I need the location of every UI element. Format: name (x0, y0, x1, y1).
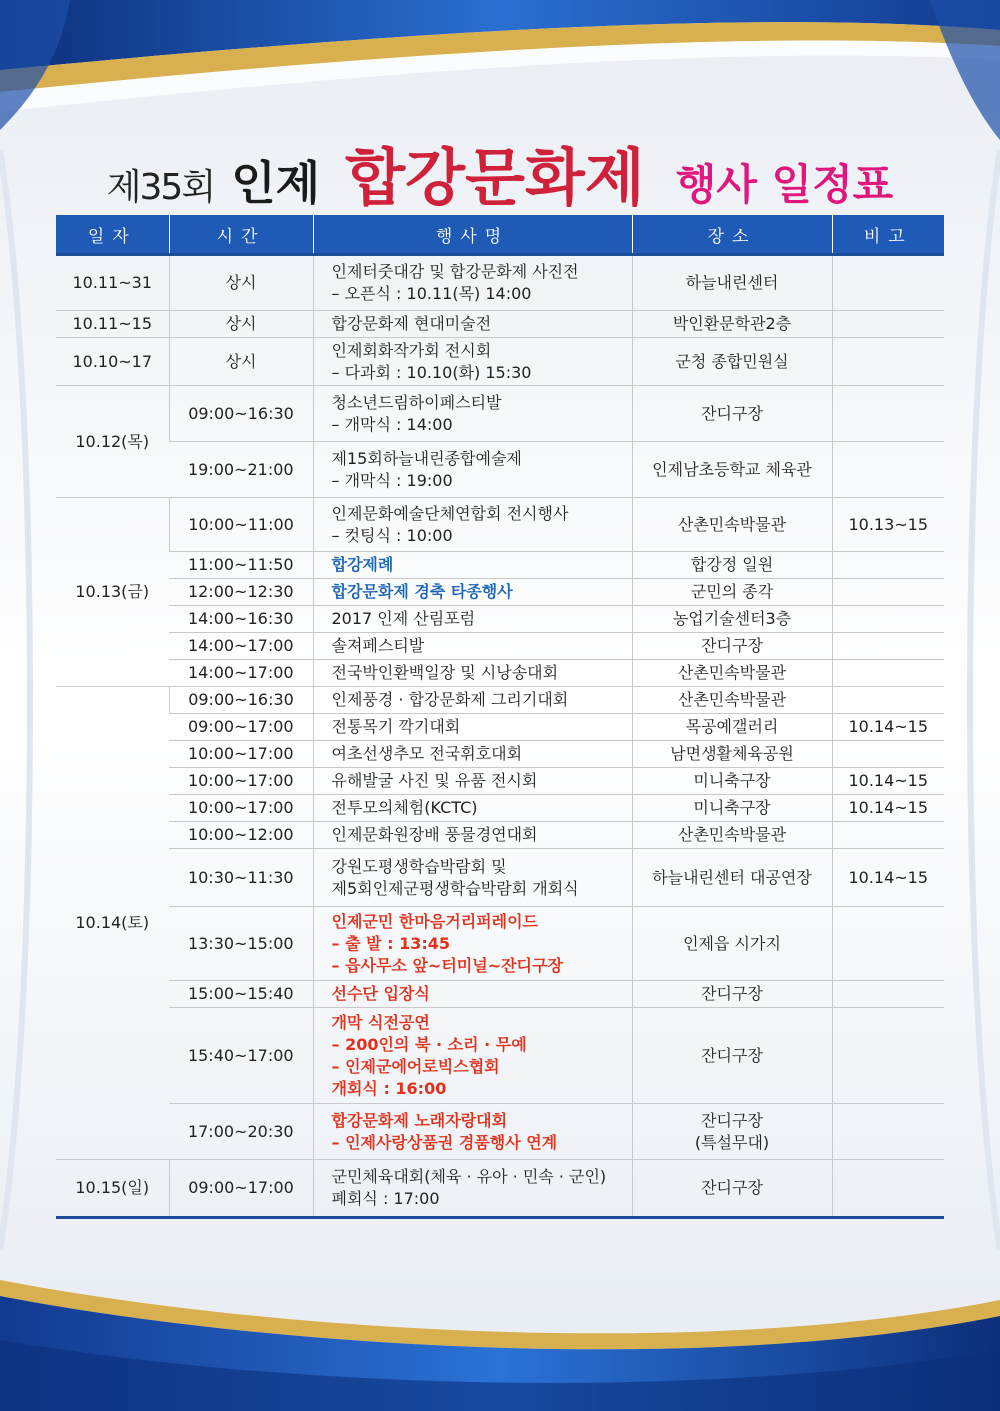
event-name-line: 합강제례 (331, 555, 394, 574)
event-name-line: 인제문화예술단체연합회 전시행사 (331, 503, 569, 523)
table-row (56, 442, 944, 498)
note-cell: 10.14~15 (832, 714, 944, 741)
event-name-line: 합강문화제 노래자랑대회 (331, 1110, 508, 1130)
table-row (56, 633, 944, 660)
table-row (56, 255, 944, 311)
header-date: 일자 (56, 215, 169, 255)
note-cell (832, 442, 944, 498)
table-row (56, 849, 944, 907)
table-row (56, 311, 944, 338)
note-cell (832, 311, 944, 338)
header-note: 비고 (832, 215, 944, 255)
table-row (56, 741, 944, 768)
place-cell (632, 660, 832, 687)
event-name-cell (313, 795, 632, 822)
place-cell (632, 687, 832, 714)
note-cell (832, 1008, 944, 1104)
table-row (56, 386, 944, 442)
event-name-cell (313, 552, 632, 579)
event-name-cell (313, 338, 632, 386)
note-cell (832, 386, 944, 442)
event-name-cell (313, 579, 632, 606)
place-line: 산촌민속박물관 (677, 690, 787, 709)
time-cell: 14:00~16:30 (169, 606, 313, 633)
event-name-line: 전국박인환백일장 및 시낭송대회 (331, 663, 559, 682)
note-cell (832, 907, 944, 981)
table-row (56, 795, 944, 822)
place-line: 남면생활체육공원 (670, 744, 794, 763)
table-row (56, 768, 944, 795)
event-name-line: 합강문화제 경축 타종행사 (331, 582, 513, 601)
event-name-line: 개막 식전공연 (331, 1012, 430, 1032)
place-line: 군민의 종각 (690, 582, 774, 601)
note-cell (832, 255, 944, 311)
event-name-line: – 읍사무소 앞~터미널~잔디구장 (331, 955, 563, 975)
date-cell: 10.11~15 (56, 311, 169, 338)
table-row (56, 687, 944, 714)
place-cell (632, 795, 832, 822)
place-line: 박인환문학관2층 (672, 314, 792, 333)
header-place: 장소 (632, 215, 832, 255)
place-line: 산촌민속박물관 (677, 663, 787, 682)
place-line: 목공예갤러리 (685, 717, 779, 736)
time-cell: 14:00~17:00 (169, 633, 313, 660)
table-row (56, 1008, 944, 1104)
event-name-line: 강원도평생학습박람회 및 (331, 856, 507, 876)
place-cell (632, 442, 832, 498)
time-cell: 11:00~11:50 (169, 552, 313, 579)
header-event: 행사명 (313, 215, 632, 255)
event-name-line: 제5회인제군평생학습박람회 개회식 (331, 878, 579, 898)
time-cell: 09:00~16:30 (169, 386, 313, 442)
event-name-line: 청소년드림하이페스티발 (331, 392, 502, 412)
place-cell (632, 714, 832, 741)
event-name-cell (313, 386, 632, 442)
time-cell: 17:00~20:30 (169, 1104, 313, 1160)
time-cell: 09:00~16:30 (169, 687, 313, 714)
note-cell (832, 981, 944, 1008)
event-name-cell (313, 311, 632, 338)
note-cell (832, 579, 944, 606)
event-name-line: 폐회식 : 17:00 (331, 1189, 440, 1208)
event-name-line: 합강문화제 현대미술전 (331, 314, 492, 333)
table-row (56, 1104, 944, 1160)
event-name-line: 2017 인제 산림포럼 (331, 609, 476, 628)
header-time: 시간 (169, 215, 313, 255)
note-cell (832, 660, 944, 687)
note-cell (832, 552, 944, 579)
time-cell: 09:00~17:00 (169, 1160, 313, 1218)
event-name-cell (313, 606, 632, 633)
place-cell (632, 822, 832, 849)
event-name-cell (313, 442, 632, 498)
event-name-line: – 개막식 : 19:00 (331, 470, 453, 490)
event-name-line: 인제풍경 · 합강문화제 그리기대회 (331, 690, 569, 709)
time-cell: 15:00~15:40 (169, 981, 313, 1008)
table-row (56, 606, 944, 633)
place-cell (632, 386, 832, 442)
edition-number: 제35회 (106, 167, 215, 208)
place-cell (632, 311, 832, 338)
table-row (56, 981, 944, 1008)
place-line: 합강정 일원 (690, 555, 774, 574)
note-cell (832, 741, 944, 768)
event-name-line: – 다과회 : 10.10(화) 15:30 (331, 362, 532, 382)
place-line: (특설무대) (694, 1132, 770, 1152)
time-cell: 12:00~12:30 (169, 579, 313, 606)
event-name-cell (313, 1104, 632, 1160)
place-cell (632, 338, 832, 386)
title-subtitle: 행사 일정표 (675, 160, 894, 209)
place-line: 잔디구장 (701, 1178, 763, 1197)
event-name-cell (313, 660, 632, 687)
event-name-line: 인제회화작가회 전시회 (331, 340, 492, 360)
event-name-cell (313, 1008, 632, 1104)
table-row (56, 498, 944, 552)
note-cell (832, 633, 944, 660)
page-title (0, 128, 1000, 217)
table-header-row (56, 215, 944, 255)
event-name-line: 인제문화원장배 풍물경연대회 (331, 825, 538, 844)
place-cell (632, 768, 832, 795)
table-row (56, 822, 944, 849)
place-line: 잔디구장 (701, 403, 763, 423)
time-cell: 상시 (169, 311, 313, 338)
place-line: 잔디구장 (701, 1045, 763, 1065)
table-row (56, 338, 944, 386)
note-cell (832, 1104, 944, 1160)
event-name-line: 군민체육대회(체육 · 유아 · 민속 · 군인) (331, 1167, 607, 1186)
place-cell (632, 255, 832, 311)
place-cell (632, 981, 832, 1008)
date-cell: 10.14(토) (56, 687, 169, 1160)
table-row (56, 552, 944, 579)
time-cell: 상시 (169, 338, 313, 386)
note-cell: 10.13~15 (832, 498, 944, 552)
event-name-line: 솔져페스티발 (331, 636, 425, 655)
event-name-line: – 200인의 북 · 소리 · 무예 (331, 1034, 527, 1054)
event-name-line: – 개막식 : 14:00 (331, 414, 453, 434)
place-line: 미니축구장 (693, 771, 771, 790)
table-row (56, 660, 944, 687)
place-cell (632, 907, 832, 981)
time-cell: 10:30~11:30 (169, 849, 313, 907)
event-name-cell (313, 255, 632, 311)
place-line: 하늘내린센터 (685, 273, 779, 292)
event-name-line: – 오픈식 : 10.11(목) 14:00 (331, 284, 532, 303)
event-name-cell (313, 741, 632, 768)
time-cell: 10:00~17:00 (169, 795, 313, 822)
place-cell (632, 498, 832, 552)
place-line: 인제남초등학교 체육관 (652, 459, 812, 479)
place-cell (632, 1008, 832, 1104)
event-name-line: – 인제군에어로빅스협회 (331, 1056, 500, 1076)
note-cell: 10.14~15 (832, 795, 944, 822)
place-line: 미니축구장 (693, 798, 771, 817)
note-cell (832, 338, 944, 386)
festival-name: 합강문화제 (345, 141, 645, 214)
note-cell (832, 606, 944, 633)
note-cell: 10.14~15 (832, 768, 944, 795)
event-name-line: 인제터줏대감 및 합강문화제 사진전 (331, 262, 579, 281)
table-row (56, 907, 944, 981)
table-row (56, 1160, 944, 1218)
event-name-cell (313, 714, 632, 741)
place-cell (632, 1104, 832, 1160)
event-name-line: – 출 발 : 13:45 (331, 933, 451, 953)
time-cell: 상시 (169, 255, 313, 311)
place-line: 하늘내린센터 대공연장 (652, 867, 812, 887)
event-name-line: 인제군민 한마음거리퍼레이드 (331, 911, 538, 931)
date-cell: 10.11~31 (56, 255, 169, 311)
event-name-line: 제15회하늘내린종합예술제 (331, 448, 522, 468)
time-cell: 19:00~21:00 (169, 442, 313, 498)
time-cell: 10:00~17:00 (169, 741, 313, 768)
event-name-line: 유해발굴 사진 및 유품 전시회 (331, 771, 538, 790)
place-cell (632, 633, 832, 660)
place-line: 농업기술센터3층 (672, 609, 792, 628)
place-line: 산촌민속박물관 (677, 514, 787, 534)
time-cell: 10:00~17:00 (169, 768, 313, 795)
event-name-line: – 컷팅식 : 10:00 (331, 525, 453, 545)
place-cell (632, 552, 832, 579)
event-name-cell (313, 981, 632, 1008)
event-name-cell (313, 498, 632, 552)
event-name-cell (313, 907, 632, 981)
event-name-cell (313, 1160, 632, 1218)
table-row (56, 579, 944, 606)
date-cell: 10.10~17 (56, 338, 169, 386)
place-cell (632, 1160, 832, 1218)
event-name-cell (313, 768, 632, 795)
place-cell (632, 849, 832, 907)
place-cell (632, 579, 832, 606)
event-name-line: 전투모의체험(KCTC) (331, 798, 478, 817)
place-line: 잔디구장 (701, 1110, 763, 1130)
note-cell (832, 687, 944, 714)
time-cell: 15:40~17:00 (169, 1008, 313, 1104)
table-row (56, 714, 944, 741)
place-line: 잔디구장 (701, 636, 763, 655)
note-cell (832, 822, 944, 849)
schedule-table (56, 215, 944, 1219)
location-name: 인제 (231, 156, 321, 210)
time-cell: 14:00~17:00 (169, 660, 313, 687)
place-line: 군청 종합민원실 (675, 351, 789, 371)
event-name-line: 개회식 : 16:00 (331, 1078, 447, 1098)
note-cell: 10.14~15 (832, 849, 944, 907)
event-name-line: 전통목기 깍기대회 (331, 717, 461, 736)
time-cell: 09:00~17:00 (169, 714, 313, 741)
date-cell: 10.15(일) (56, 1160, 169, 1218)
note-cell (832, 1160, 944, 1218)
event-name-cell (313, 633, 632, 660)
date-cell: 10.12(목) (56, 386, 169, 498)
event-name-cell (313, 849, 632, 907)
event-name-line: – 인제사랑상품권 경품행사 연계 (331, 1132, 558, 1152)
schedule-body (56, 255, 944, 1218)
place-line: 산촌민속박물관 (677, 825, 787, 844)
time-cell: 10:00~12:00 (169, 822, 313, 849)
place-cell (632, 741, 832, 768)
date-cell: 10.13(금) (56, 498, 169, 687)
place-line: 잔디구장 (701, 984, 763, 1003)
event-name-line: 여초선생추모 전국휘호대회 (331, 744, 523, 763)
event-name-line: 선수단 입장식 (331, 984, 430, 1003)
place-line: 인제읍 시가지 (683, 933, 781, 953)
time-cell: 10:00~11:00 (169, 498, 313, 552)
place-cell (632, 606, 832, 633)
event-name-cell (313, 687, 632, 714)
event-name-cell (313, 822, 632, 849)
time-cell: 13:30~15:00 (169, 907, 313, 981)
